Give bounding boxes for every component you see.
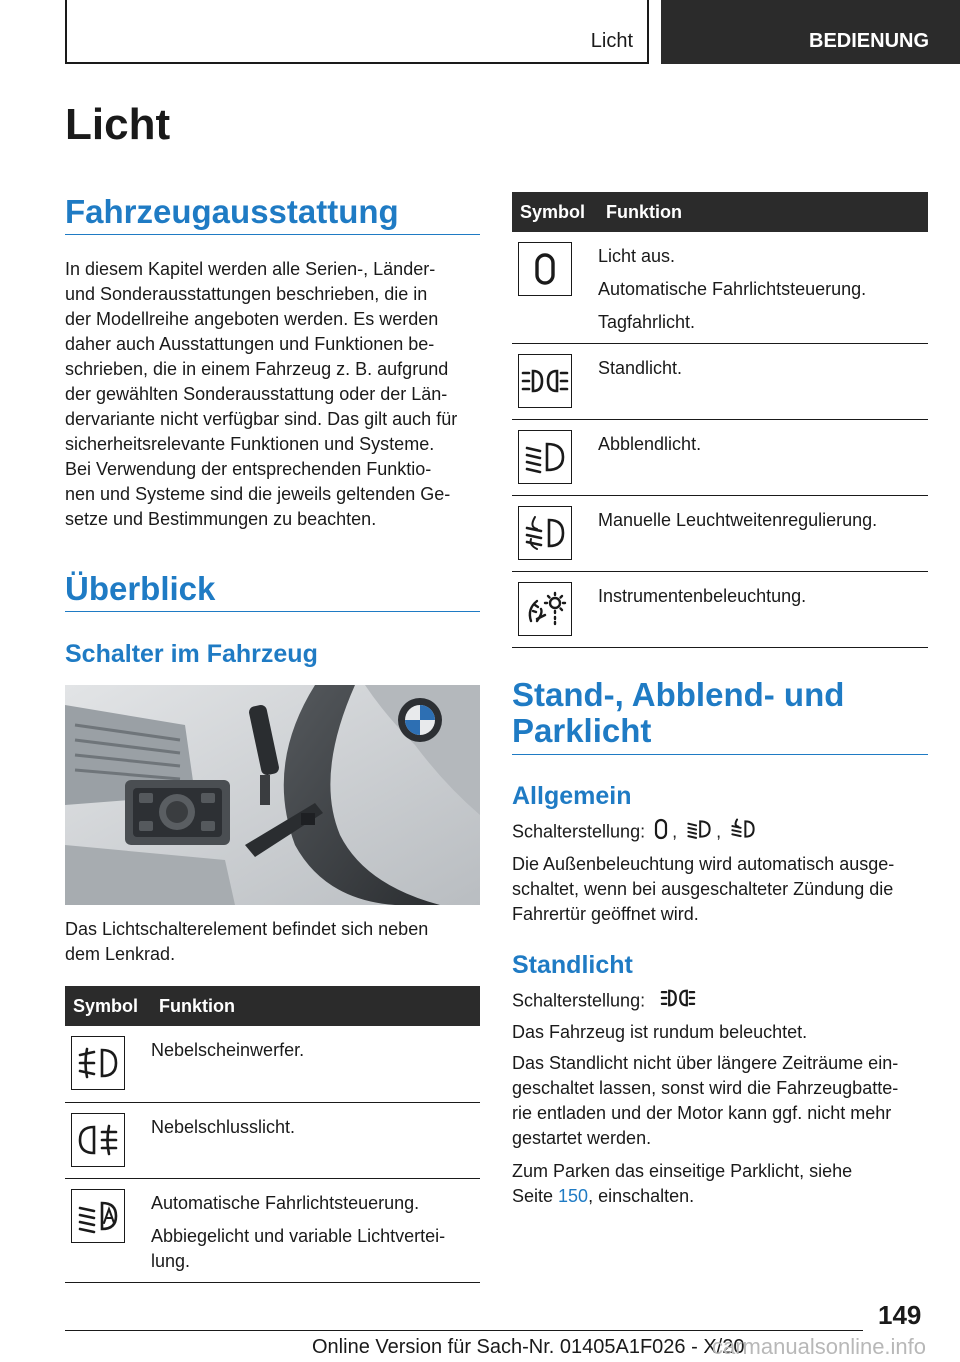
instrument-lighting-icon xyxy=(518,582,572,636)
heading-standlicht: Standlicht xyxy=(512,951,633,979)
function-text: Licht aus. xyxy=(598,246,676,266)
text-line: der Modellreihe angeboten werden. Es werden xyxy=(65,309,439,329)
text-line: und Sonderausstattungen beschrieben, die in xyxy=(65,284,428,304)
table-row xyxy=(512,496,928,572)
text-line xyxy=(512,1184,928,1209)
table-header-row xyxy=(65,986,480,1026)
text-line: daher auch Ausstattungen und Funktionen be- xyxy=(65,334,435,354)
text-line: Fahrertür geöffnet wird. xyxy=(512,904,699,924)
text-line: Das Lichtschalterelement befindet sich neben xyxy=(65,919,429,939)
text-line: rie entladen und der Motor kann ggf. nicht mehr xyxy=(512,1103,892,1123)
heading-line: Stand-, Abblend- und xyxy=(512,676,845,713)
heading-ueberblick: Überblick xyxy=(65,571,480,612)
headlight-range-icon xyxy=(518,506,572,560)
header-chapter-tab xyxy=(661,0,960,64)
heading-allgemein: Allgemein xyxy=(512,782,632,810)
table-header-row xyxy=(512,192,928,232)
text-line: Bei Verwendung der entsprechenden Funktio- xyxy=(65,459,432,479)
header-chapter-title: BEDIENUNG xyxy=(809,30,930,52)
text-line: schrieben, die in einem Fahrzeug z. B. aufgrund xyxy=(65,359,449,379)
header-section-title: Licht xyxy=(590,30,633,52)
column-header-function: Funktion xyxy=(598,192,928,232)
switch-position-label: Schalterstellung: xyxy=(512,821,646,842)
table-row xyxy=(512,420,928,496)
paragraph-allgemein xyxy=(512,852,928,927)
page-reference-link[interactable]: 150 xyxy=(558,1186,589,1206)
text-line: nen und Systeme sind die jeweils geltenden Ge- xyxy=(65,484,451,504)
switch-position-label: Schalterstellung: xyxy=(512,990,646,1011)
function-text: Instrumentenbeleuchtung. xyxy=(598,586,807,606)
paragraph-standlicht-1: Das Fahrzeug ist rundum beleuchtet. xyxy=(512,1022,808,1042)
column-header-function: Funktion xyxy=(151,986,480,1026)
table-row xyxy=(512,572,928,648)
symbol-table-right xyxy=(512,192,928,648)
separator: , xyxy=(672,821,678,842)
page-title: Licht xyxy=(65,100,171,149)
text-span: Seite xyxy=(512,1186,559,1206)
function-text: Manuelle Leuchtweitenregulierung. xyxy=(598,510,878,530)
text-line: schaltet, wenn bei ausgeschalteter Zündung die xyxy=(512,879,894,899)
text-line: Zum Parken das einseitige Parklicht, siehe xyxy=(512,1161,853,1181)
text-line: gestartet werden. xyxy=(512,1128,652,1148)
text-line: Die Außenbeleuchtung wird automatisch ausge- xyxy=(512,854,895,874)
light-switch-photo xyxy=(65,685,480,905)
text-line: sicherheitsrelevante Funktionen und Systeme. xyxy=(65,434,435,454)
column-header-symbol: Symbol xyxy=(512,192,598,232)
function-text: Abbiegelicht und variable Lichtvertei- lung. xyxy=(151,1225,446,1271)
column-header-symbol: Symbol xyxy=(65,986,151,1026)
light-off-icon xyxy=(654,818,668,847)
symbol-table-left xyxy=(65,986,480,1283)
switch-position-standlicht xyxy=(512,987,928,1016)
table-row xyxy=(512,232,928,344)
text-line: In diesem Kapitel werden alle Serien-, Länder- xyxy=(65,259,436,279)
photo-caption xyxy=(65,917,480,967)
light-switch-illustration xyxy=(65,685,480,905)
footer-text: Online Version für Sach-Nr. 01405A1F026 - X/20 xyxy=(312,1336,745,1358)
fog-light-front-icon xyxy=(71,1036,125,1090)
fog-light-rear-icon xyxy=(71,1113,125,1167)
text-line: der gewählten Sonderausstattung oder der Län- xyxy=(65,384,448,404)
function-text: Standlicht. xyxy=(598,358,683,378)
low-beam-icon xyxy=(686,818,712,847)
function-text: Automatische Fahrlichtsteuerung. xyxy=(151,1192,420,1213)
paragraph-standlicht-3 xyxy=(512,1159,928,1209)
switch-position-allgemein xyxy=(512,818,928,847)
headlight-range-icon xyxy=(730,818,756,847)
auto-headlight-icon xyxy=(71,1189,125,1243)
table-row xyxy=(512,344,928,420)
text-line: setze und Bestimmungen zu beachten. xyxy=(65,509,377,529)
text-span: , einschalten. xyxy=(588,1186,695,1206)
parking-light-icon xyxy=(654,987,702,1016)
heading-line: Parklicht xyxy=(512,712,652,750)
parking-light-icon xyxy=(518,354,572,408)
text-line: geschaltet lassen, sonst wird die Fahrzeugbatte- xyxy=(512,1078,899,1098)
text-line: dem Lenkrad. xyxy=(65,944,176,964)
table-row xyxy=(65,1102,480,1178)
text-line: dervariante nicht verfügbar sind. Das gilt auch für xyxy=(65,409,458,429)
heading-schalter-im-fahrzeug: Schalter im Fahrzeug xyxy=(65,640,318,668)
function-text: Nebelscheinwerfer. xyxy=(151,1040,305,1060)
function-text: Automatische Fahrlichtsteuerung. xyxy=(598,279,867,299)
footer xyxy=(312,1334,927,1359)
watermark: carmanualsonline.info xyxy=(712,1334,927,1359)
function-text: Nebelschlusslicht. xyxy=(151,1116,296,1137)
text-line: Das Standlicht nicht über längere Zeiträume ein- xyxy=(512,1053,899,1073)
table-row xyxy=(65,1026,480,1102)
paragraph-fahrzeugausstattung xyxy=(65,257,480,532)
light-off-icon xyxy=(518,242,572,296)
heading-stand-abblend-parklicht xyxy=(512,677,928,755)
function-text: Abblendlicht. xyxy=(598,434,702,454)
separator: , xyxy=(716,821,722,842)
function-text: Tagfahrlicht. xyxy=(598,312,696,332)
paragraph-standlicht-2 xyxy=(512,1051,928,1151)
footer-divider xyxy=(65,1330,863,1331)
table-row xyxy=(65,1178,480,1282)
header-section-box xyxy=(65,0,649,64)
low-beam-icon xyxy=(518,430,572,484)
page-number: 149 xyxy=(878,1300,922,1330)
heading-fahrzeugausstattung: Fahrzeugausstattung xyxy=(65,194,480,235)
